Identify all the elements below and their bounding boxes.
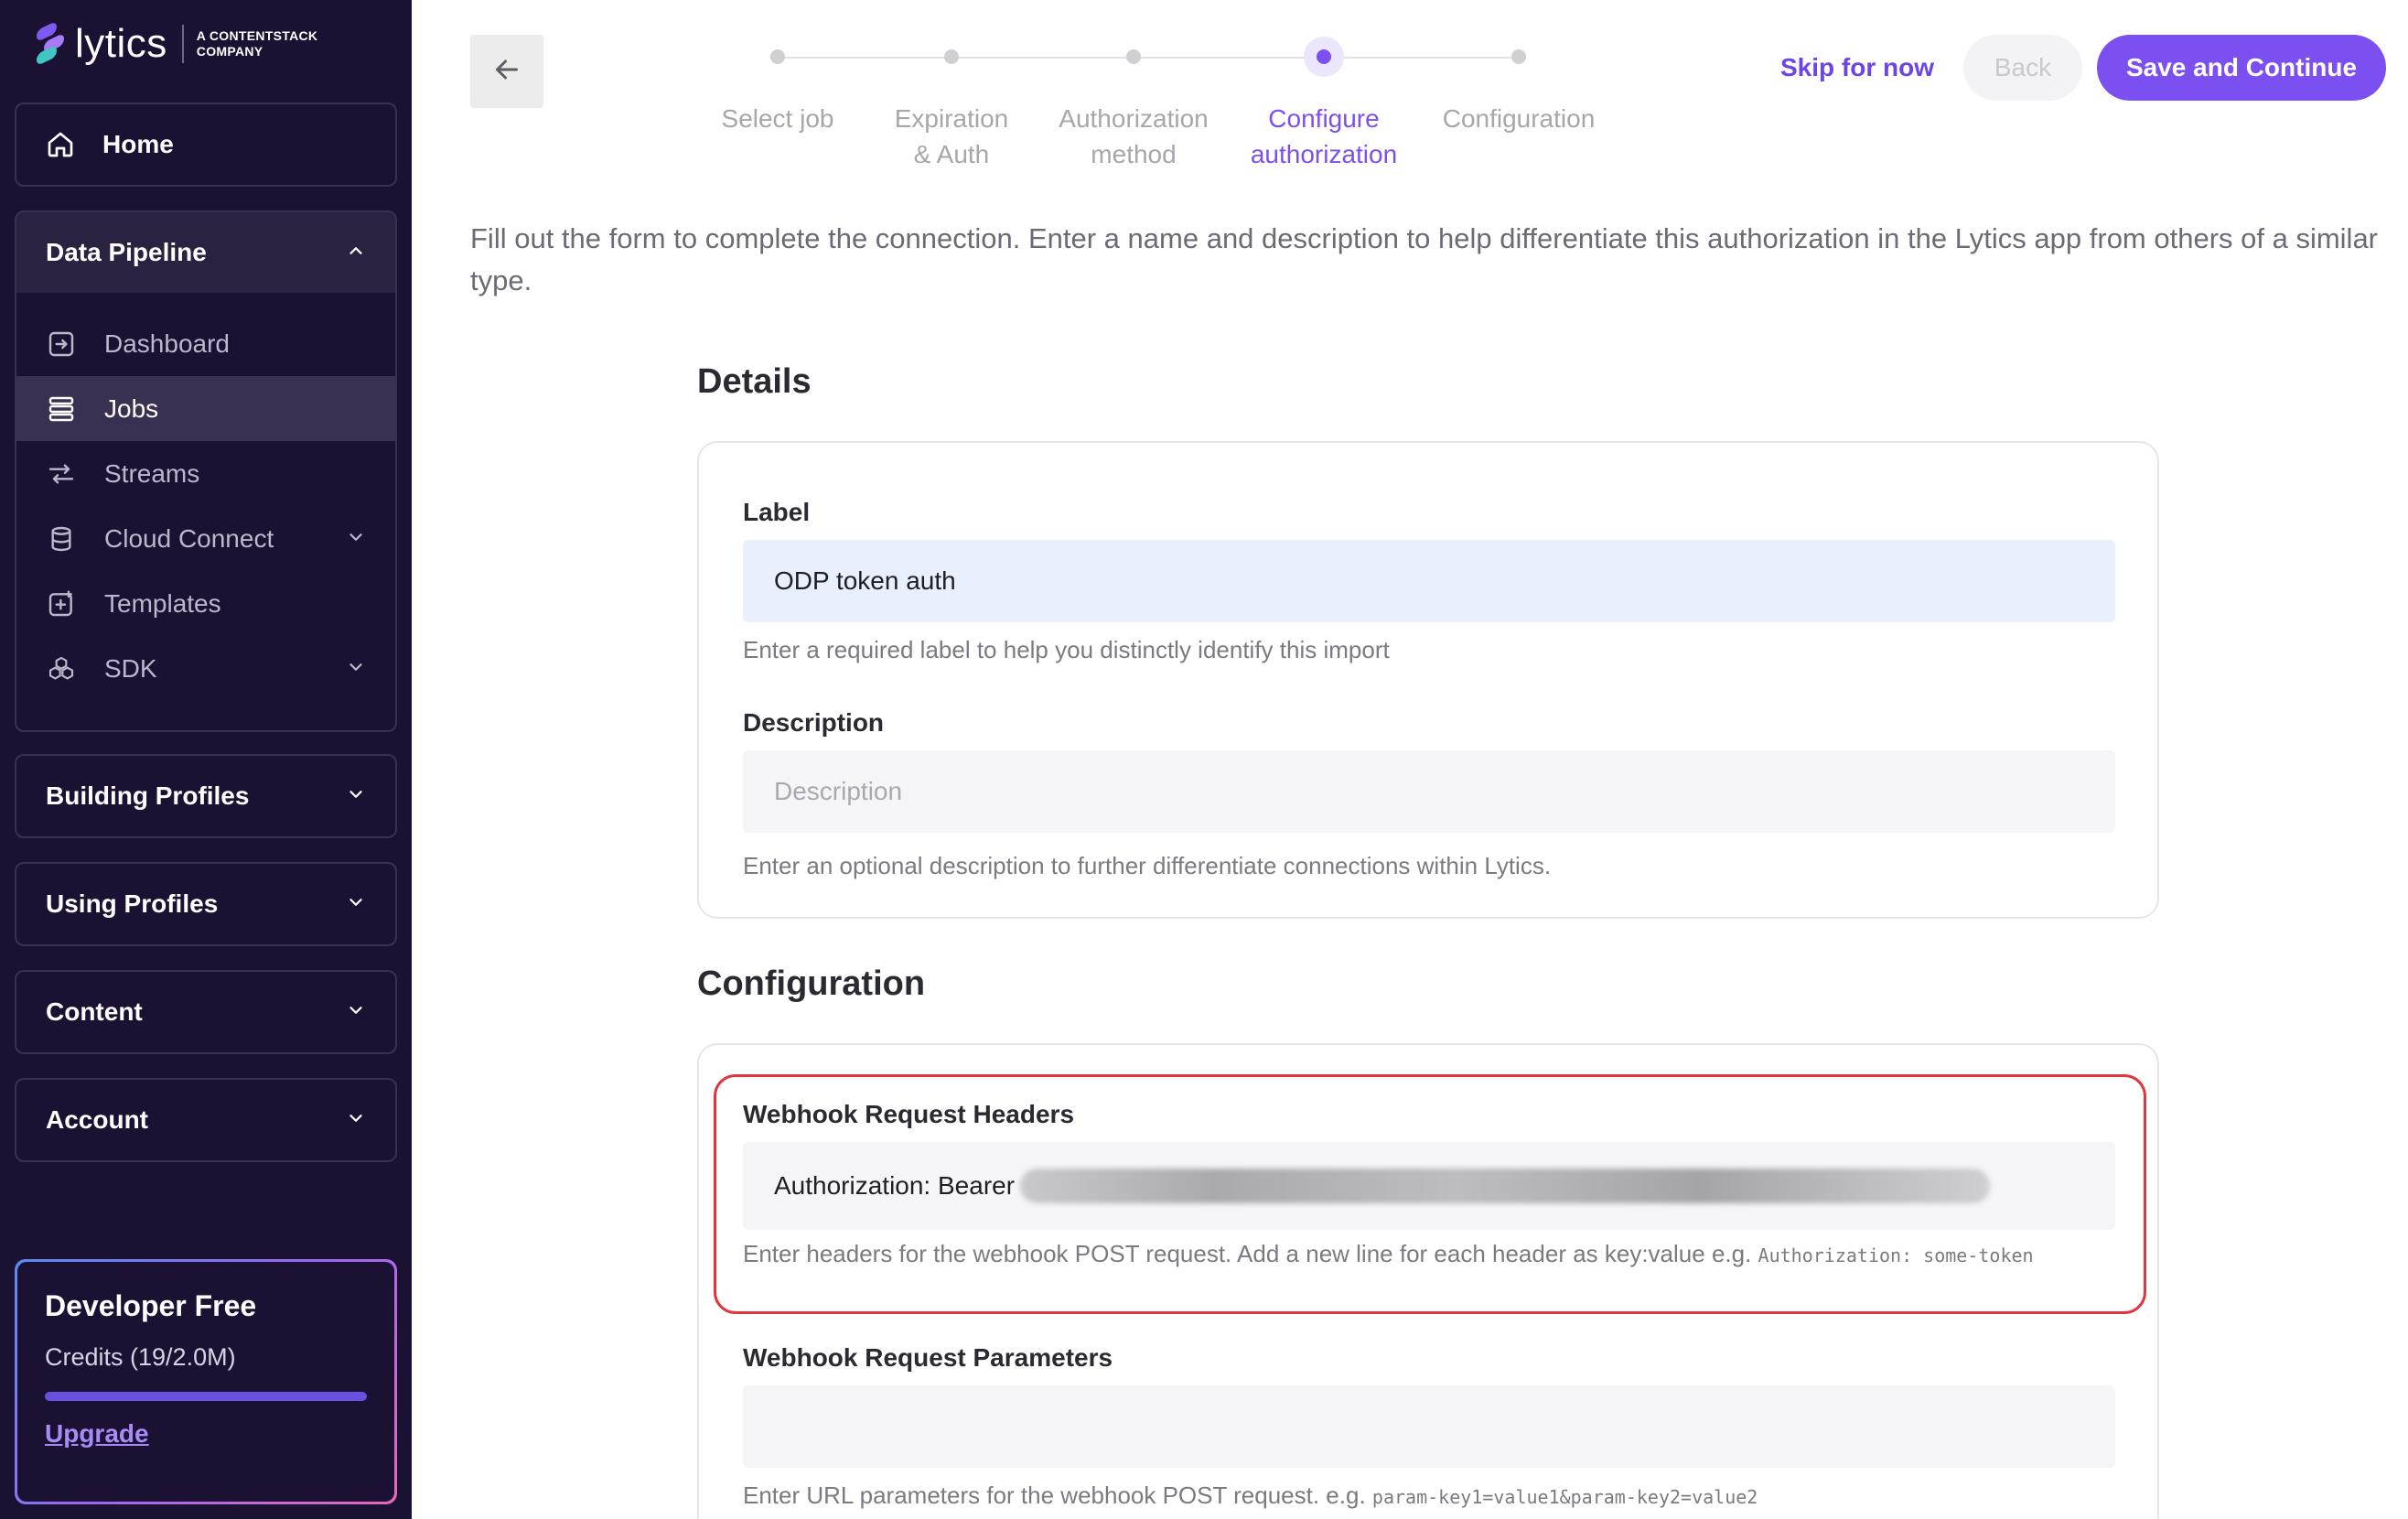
brand-tagline-line2: COMPANY <box>196 44 263 59</box>
step-dot <box>770 49 785 64</box>
nav-using-profiles[interactable] <box>15 862 397 946</box>
chevron-down-icon <box>346 997 366 1027</box>
sidebar-item-label: SDK <box>104 653 157 683</box>
label-input[interactable] <box>743 540 2115 622</box>
credits-progress-bar <box>45 1392 367 1401</box>
step-label <box>1232 101 1415 172</box>
step-label <box>860 101 1043 172</box>
data-pipeline-menu <box>16 293 395 701</box>
step-configure-authorization[interactable] <box>1232 37 1415 172</box>
chevron-down-icon <box>346 889 366 919</box>
nav-group-label: Content <box>46 997 143 1026</box>
nav-content[interactable] <box>15 970 397 1054</box>
headers-help-text-main: Enter headers for the webhook POST request. Add a new line for each header as key:value e.g. <box>743 1240 1752 1267</box>
credits-progress-fill <box>45 1392 367 1401</box>
sidebar-item-dashboard[interactable] <box>16 311 395 376</box>
jobs-icon <box>46 393 77 425</box>
progress-stepper <box>695 37 1629 183</box>
step-label-line1: Select job <box>721 104 834 133</box>
description-placeholder: Description <box>774 777 903 805</box>
nav-home-label: Home <box>102 130 174 158</box>
intro-text: Fill out the form to complete the connection. Enter a name and description to help differentiate this authorization in the Lytics app from others of a similar type. <box>470 222 2379 296</box>
step-authorization-method[interactable] <box>1042 37 1225 172</box>
step-label-line1: Expiration <box>894 104 1009 133</box>
label-input-value: ODP token auth <box>774 566 956 595</box>
chevron-down-icon <box>346 1105 366 1135</box>
params-help-text-main: Enter URL parameters for the webhook POST request. e.g. <box>743 1481 1366 1509</box>
headers-textarea[interactable] <box>743 1142 2115 1230</box>
step-configuration[interactable] <box>1427 37 1610 136</box>
step-select-job[interactable] <box>686 37 869 136</box>
nav-home[interactable] <box>15 102 397 187</box>
sidebar <box>0 0 412 1519</box>
chevron-down-icon <box>346 654 366 684</box>
step-label-line1: Configuration <box>1442 104 1596 133</box>
configuration-heading: Configuration <box>697 964 926 1003</box>
plan-title: Developer Free <box>45 1289 257 1322</box>
home-icon <box>46 130 75 159</box>
nav-account[interactable] <box>15 1078 397 1162</box>
sidebar-item-label: Dashboard <box>104 329 230 358</box>
description-help-text: Enter an optional description to further differentiate connections within Lytics. <box>743 852 1552 879</box>
nav-group-label: Account <box>46 1105 148 1134</box>
headers-help-text <box>743 1239 2115 1270</box>
lytics-logo-mark-icon <box>35 22 66 66</box>
plan-card <box>15 1259 397 1504</box>
sidebar-item-sdk[interactable] <box>16 636 395 701</box>
back-button[interactable]: Back <box>1963 35 2082 101</box>
nav-group-label: Building Profiles <box>46 781 250 810</box>
upgrade-link[interactable]: Upgrade <box>45 1419 149 1448</box>
headers-textarea-value: Authorization: Bearer <box>774 1171 1016 1200</box>
sdk-icon <box>46 653 77 684</box>
params-field-label: Webhook Request Parameters <box>743 1343 1113 1372</box>
dashboard-icon <box>46 329 77 360</box>
step-label-line1: Configure <box>1268 104 1380 133</box>
params-help-code: param-key1=value1&param-key2=value2 <box>1371 1486 1758 1508</box>
redacted-token <box>1020 1169 1990 1203</box>
description-input[interactable] <box>743 750 2115 833</box>
step-label-line2: authorization <box>1250 140 1398 168</box>
step-dot <box>944 49 959 64</box>
details-card <box>697 441 2159 919</box>
nav-data-pipeline-toggle[interactable] <box>16 212 395 293</box>
nav-data-pipeline-label: Data Pipeline <box>46 238 207 266</box>
params-textarea[interactable] <box>743 1385 2115 1468</box>
sidebar-item-label: Jobs <box>104 393 159 423</box>
brand-tagline-line1: A CONTENTSTACK <box>196 28 318 43</box>
step-label <box>1427 101 1610 136</box>
templates-icon <box>46 588 77 619</box>
brand-tagline <box>197 28 318 59</box>
step-label-line1: Authorization <box>1059 104 1209 133</box>
brand-name: lytics <box>75 21 167 66</box>
sidebar-item-cloud-connect[interactable] <box>16 506 395 571</box>
streams-icon <box>46 458 77 490</box>
nav-group-label: Using Profiles <box>46 889 219 918</box>
save-and-continue-button[interactable]: Save and Continue <box>2097 35 2386 101</box>
label-field-label: Label <box>743 498 811 526</box>
chevron-down-icon <box>346 524 366 554</box>
chevron-down-icon <box>346 781 366 811</box>
headers-help-code: Authorization: some-token <box>1758 1244 2034 1266</box>
params-help-text <box>743 1481 2115 1512</box>
headers-field-label: Webhook Request Headers <box>743 1100 1075 1128</box>
step-label-line2: & Auth <box>913 140 990 168</box>
step-label-line2: method <box>1091 140 1177 168</box>
details-heading: Details <box>697 362 812 401</box>
step-dot <box>1511 49 1526 64</box>
description-field-label: Description <box>743 708 885 737</box>
step-dot <box>1126 49 1141 64</box>
sidebar-item-label: Templates <box>104 588 221 618</box>
database-icon <box>46 523 77 555</box>
lytics-logo[interactable] <box>35 18 317 70</box>
skip-for-now-link[interactable]: Skip for now <box>1780 53 1934 81</box>
sidebar-item-jobs[interactable] <box>16 376 395 441</box>
step-label <box>686 101 869 136</box>
plan-credits: Credits (19/2.0M) <box>45 1343 236 1371</box>
back-arrow-button[interactable] <box>470 35 543 108</box>
sidebar-item-label: Cloud Connect <box>104 523 274 553</box>
sidebar-item-streams[interactable] <box>16 441 395 506</box>
nav-data-pipeline <box>15 210 397 732</box>
chevron-up-icon <box>346 238 366 267</box>
nav-building-profiles[interactable] <box>15 754 397 838</box>
sidebar-item-label: Streams <box>104 458 200 488</box>
step-label <box>1042 101 1225 172</box>
step-dot <box>1317 49 1331 64</box>
arrow-left-icon <box>490 53 523 91</box>
configuration-card <box>697 1043 2159 1519</box>
step-expiration-auth[interactable] <box>860 37 1043 172</box>
label-help-text: Enter a required label to help you distinctly identify this import <box>743 636 1390 663</box>
sidebar-item-templates[interactable] <box>16 571 395 636</box>
logo-divider <box>182 25 184 63</box>
